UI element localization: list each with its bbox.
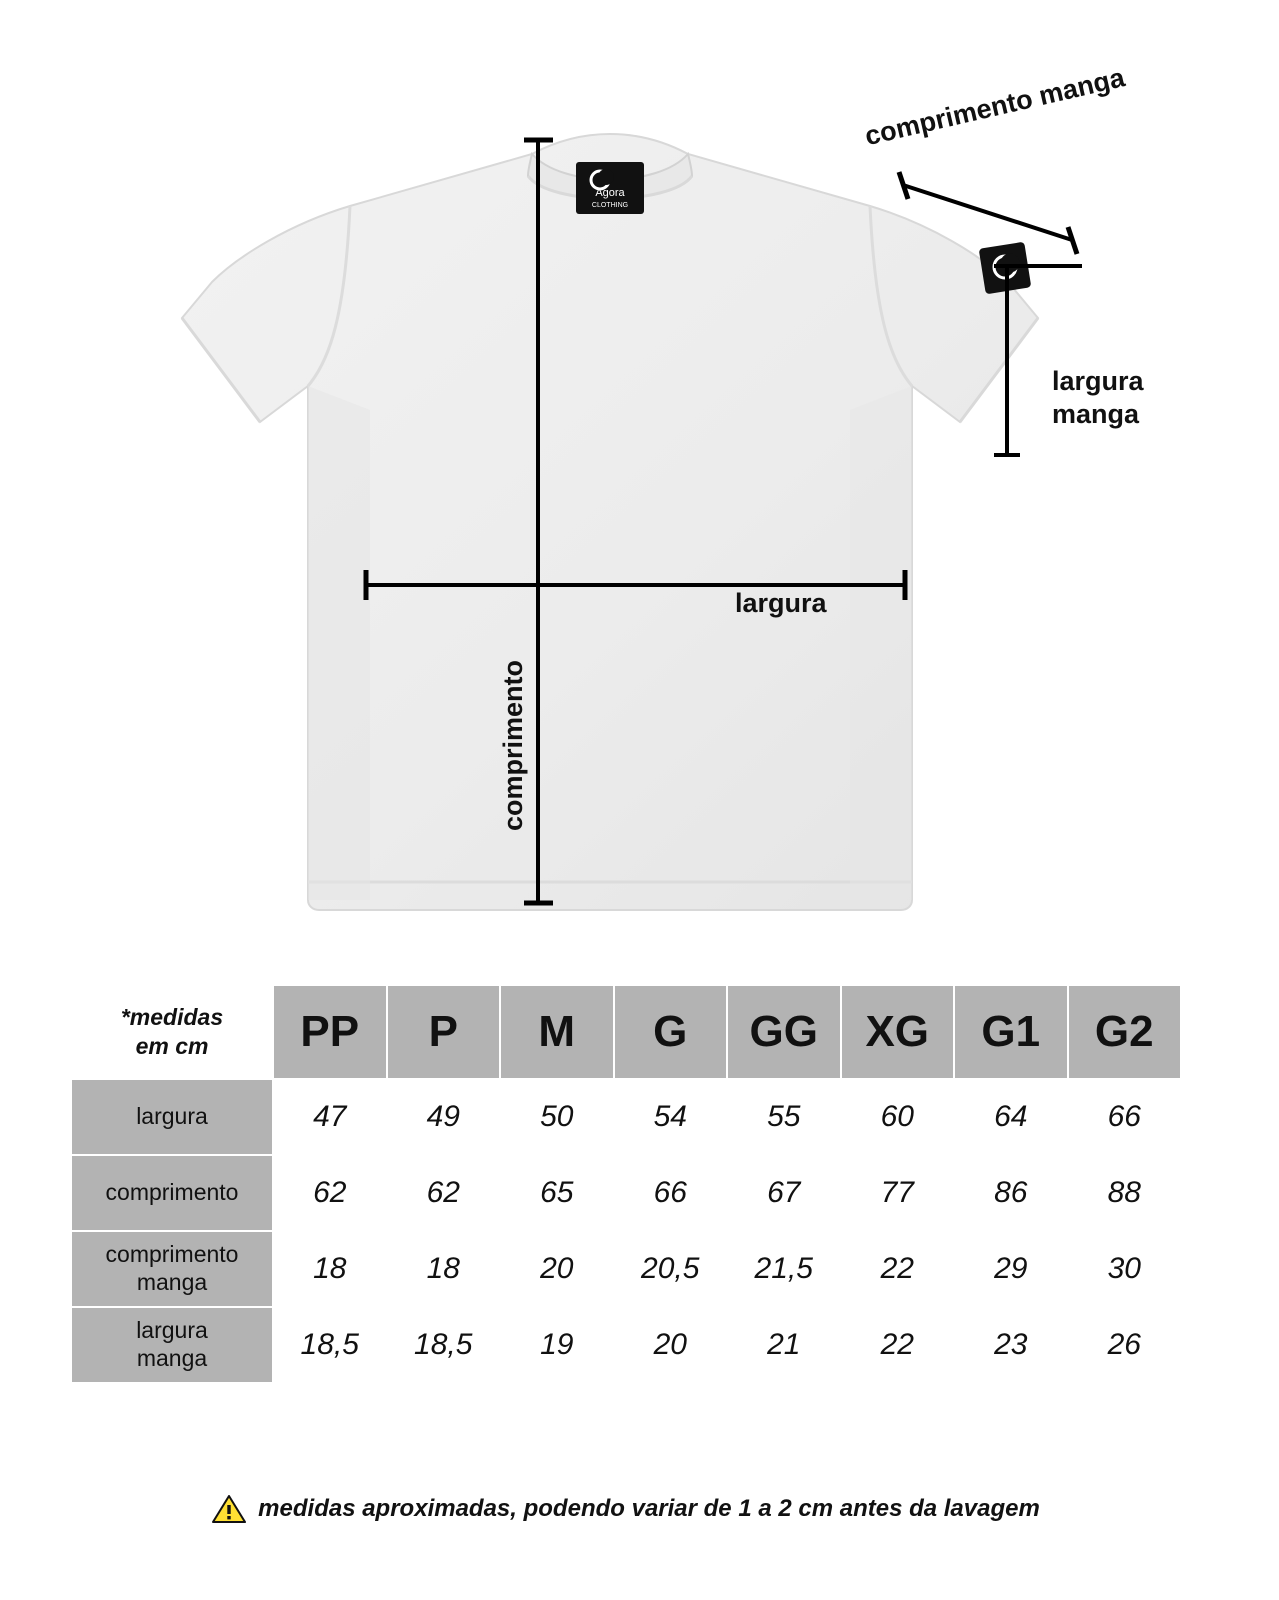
cell-largura-manga-g1: 23	[954, 1307, 1068, 1383]
cell-largura-xg: 60	[841, 1079, 955, 1155]
label-comprimento: comprimento	[498, 660, 528, 832]
row-label-line1: largura	[136, 1103, 208, 1130]
cell-comprimento-xg: 77	[841, 1155, 955, 1231]
cell-largura-g1: 64	[954, 1079, 1068, 1155]
warning-icon	[212, 1494, 246, 1524]
cell-comprimento-manga-g2: 30	[1068, 1231, 1182, 1307]
size-header-g1: G1	[954, 985, 1068, 1079]
cell-comprimento-manga-xg: 22	[841, 1231, 955, 1307]
cell-largura-manga-g2: 26	[1068, 1307, 1182, 1383]
row-label-line2: manga	[136, 1345, 208, 1371]
size-header-p: P	[387, 985, 501, 1079]
cell-largura-manga-m: 19	[500, 1307, 614, 1383]
cell-comprimento-gg: 67	[727, 1155, 841, 1231]
svg-text:Agora: Agora	[595, 187, 625, 199]
cell-comprimento-g2: 88	[1068, 1155, 1182, 1231]
cell-largura-manga-g: 20	[614, 1307, 728, 1383]
cell-comprimento-manga-m: 20	[500, 1231, 614, 1307]
cell-largura-manga-xg: 22	[841, 1307, 955, 1383]
size-header-pp: PP	[273, 985, 387, 1079]
cell-comprimento-g1: 86	[954, 1155, 1068, 1231]
table-row	[71, 1307, 1181, 1383]
cell-comprimento-p: 62	[387, 1155, 501, 1231]
table-header-row	[71, 985, 1181, 1079]
sleeve-length-arrow	[899, 172, 1077, 254]
svg-text:CLOTHING: CLOTHING	[591, 202, 629, 209]
size-header-xg: XG	[841, 985, 955, 1079]
cell-largura-m: 50	[500, 1079, 614, 1155]
size-header-gg: GG	[727, 985, 841, 1079]
cell-largura-pp: 47	[273, 1079, 387, 1155]
row-label-largura	[71, 1079, 273, 1155]
label-largura-manga-line2: manga	[1052, 399, 1140, 430]
size-header-m: M	[500, 985, 614, 1079]
cell-comprimento-manga-g: 20,5	[614, 1231, 728, 1307]
label-largura-manga-line1: largura	[1052, 366, 1144, 396]
cell-comprimento-m: 65	[500, 1155, 614, 1231]
cell-largura-manga-pp: 18,5	[273, 1307, 387, 1383]
row-label-line1: comprimento	[105, 1241, 239, 1268]
size-table	[70, 984, 1182, 1384]
corner-line-2: em cm	[135, 1033, 209, 1059]
cell-comprimento-manga-g1: 29	[954, 1231, 1068, 1307]
size-header-g: G	[614, 985, 728, 1079]
cell-comprimento-pp: 62	[273, 1155, 387, 1231]
cell-largura-manga-p: 18,5	[387, 1307, 501, 1383]
label-largura-manga	[1052, 365, 1144, 432]
cell-largura-g: 54	[614, 1079, 728, 1155]
table-row	[71, 1231, 1181, 1307]
label-comprimento-manga: comprimento manga	[862, 62, 1128, 152]
cell-largura-manga-gg: 21	[727, 1307, 841, 1383]
measurement-note-text: medidas aproximadas, podendo variar de 1 a 2 cm antes da lavagem	[258, 1495, 1040, 1522]
row-label-comprimento-manga	[71, 1231, 273, 1307]
cell-comprimento-manga-pp: 18	[273, 1231, 387, 1307]
cell-comprimento-manga-gg: 21,5	[727, 1231, 841, 1307]
row-label-line1: comprimento	[105, 1179, 239, 1206]
cell-comprimento-g: 66	[614, 1155, 728, 1231]
table-row	[71, 1155, 1181, 1231]
measurement-note	[70, 1494, 1182, 1524]
corner-line-1: *medidas	[120, 1004, 224, 1031]
cell-comprimento-manga-p: 18	[387, 1231, 501, 1307]
table-row	[71, 1079, 1181, 1155]
row-label-largura-manga	[71, 1307, 273, 1383]
cell-largura-g2: 66	[1068, 1079, 1182, 1155]
size-table-container	[70, 984, 1182, 1384]
table-corner-cell	[71, 985, 273, 1079]
row-label-line1: largura	[136, 1317, 208, 1344]
row-label-comprimento	[71, 1155, 273, 1231]
cell-largura-gg: 55	[727, 1079, 841, 1155]
cell-largura-p: 49	[387, 1079, 501, 1155]
row-label-line2: manga	[136, 1269, 208, 1295]
size-header-g2: G2	[1068, 985, 1182, 1079]
label-largura: largura	[735, 588, 827, 618]
